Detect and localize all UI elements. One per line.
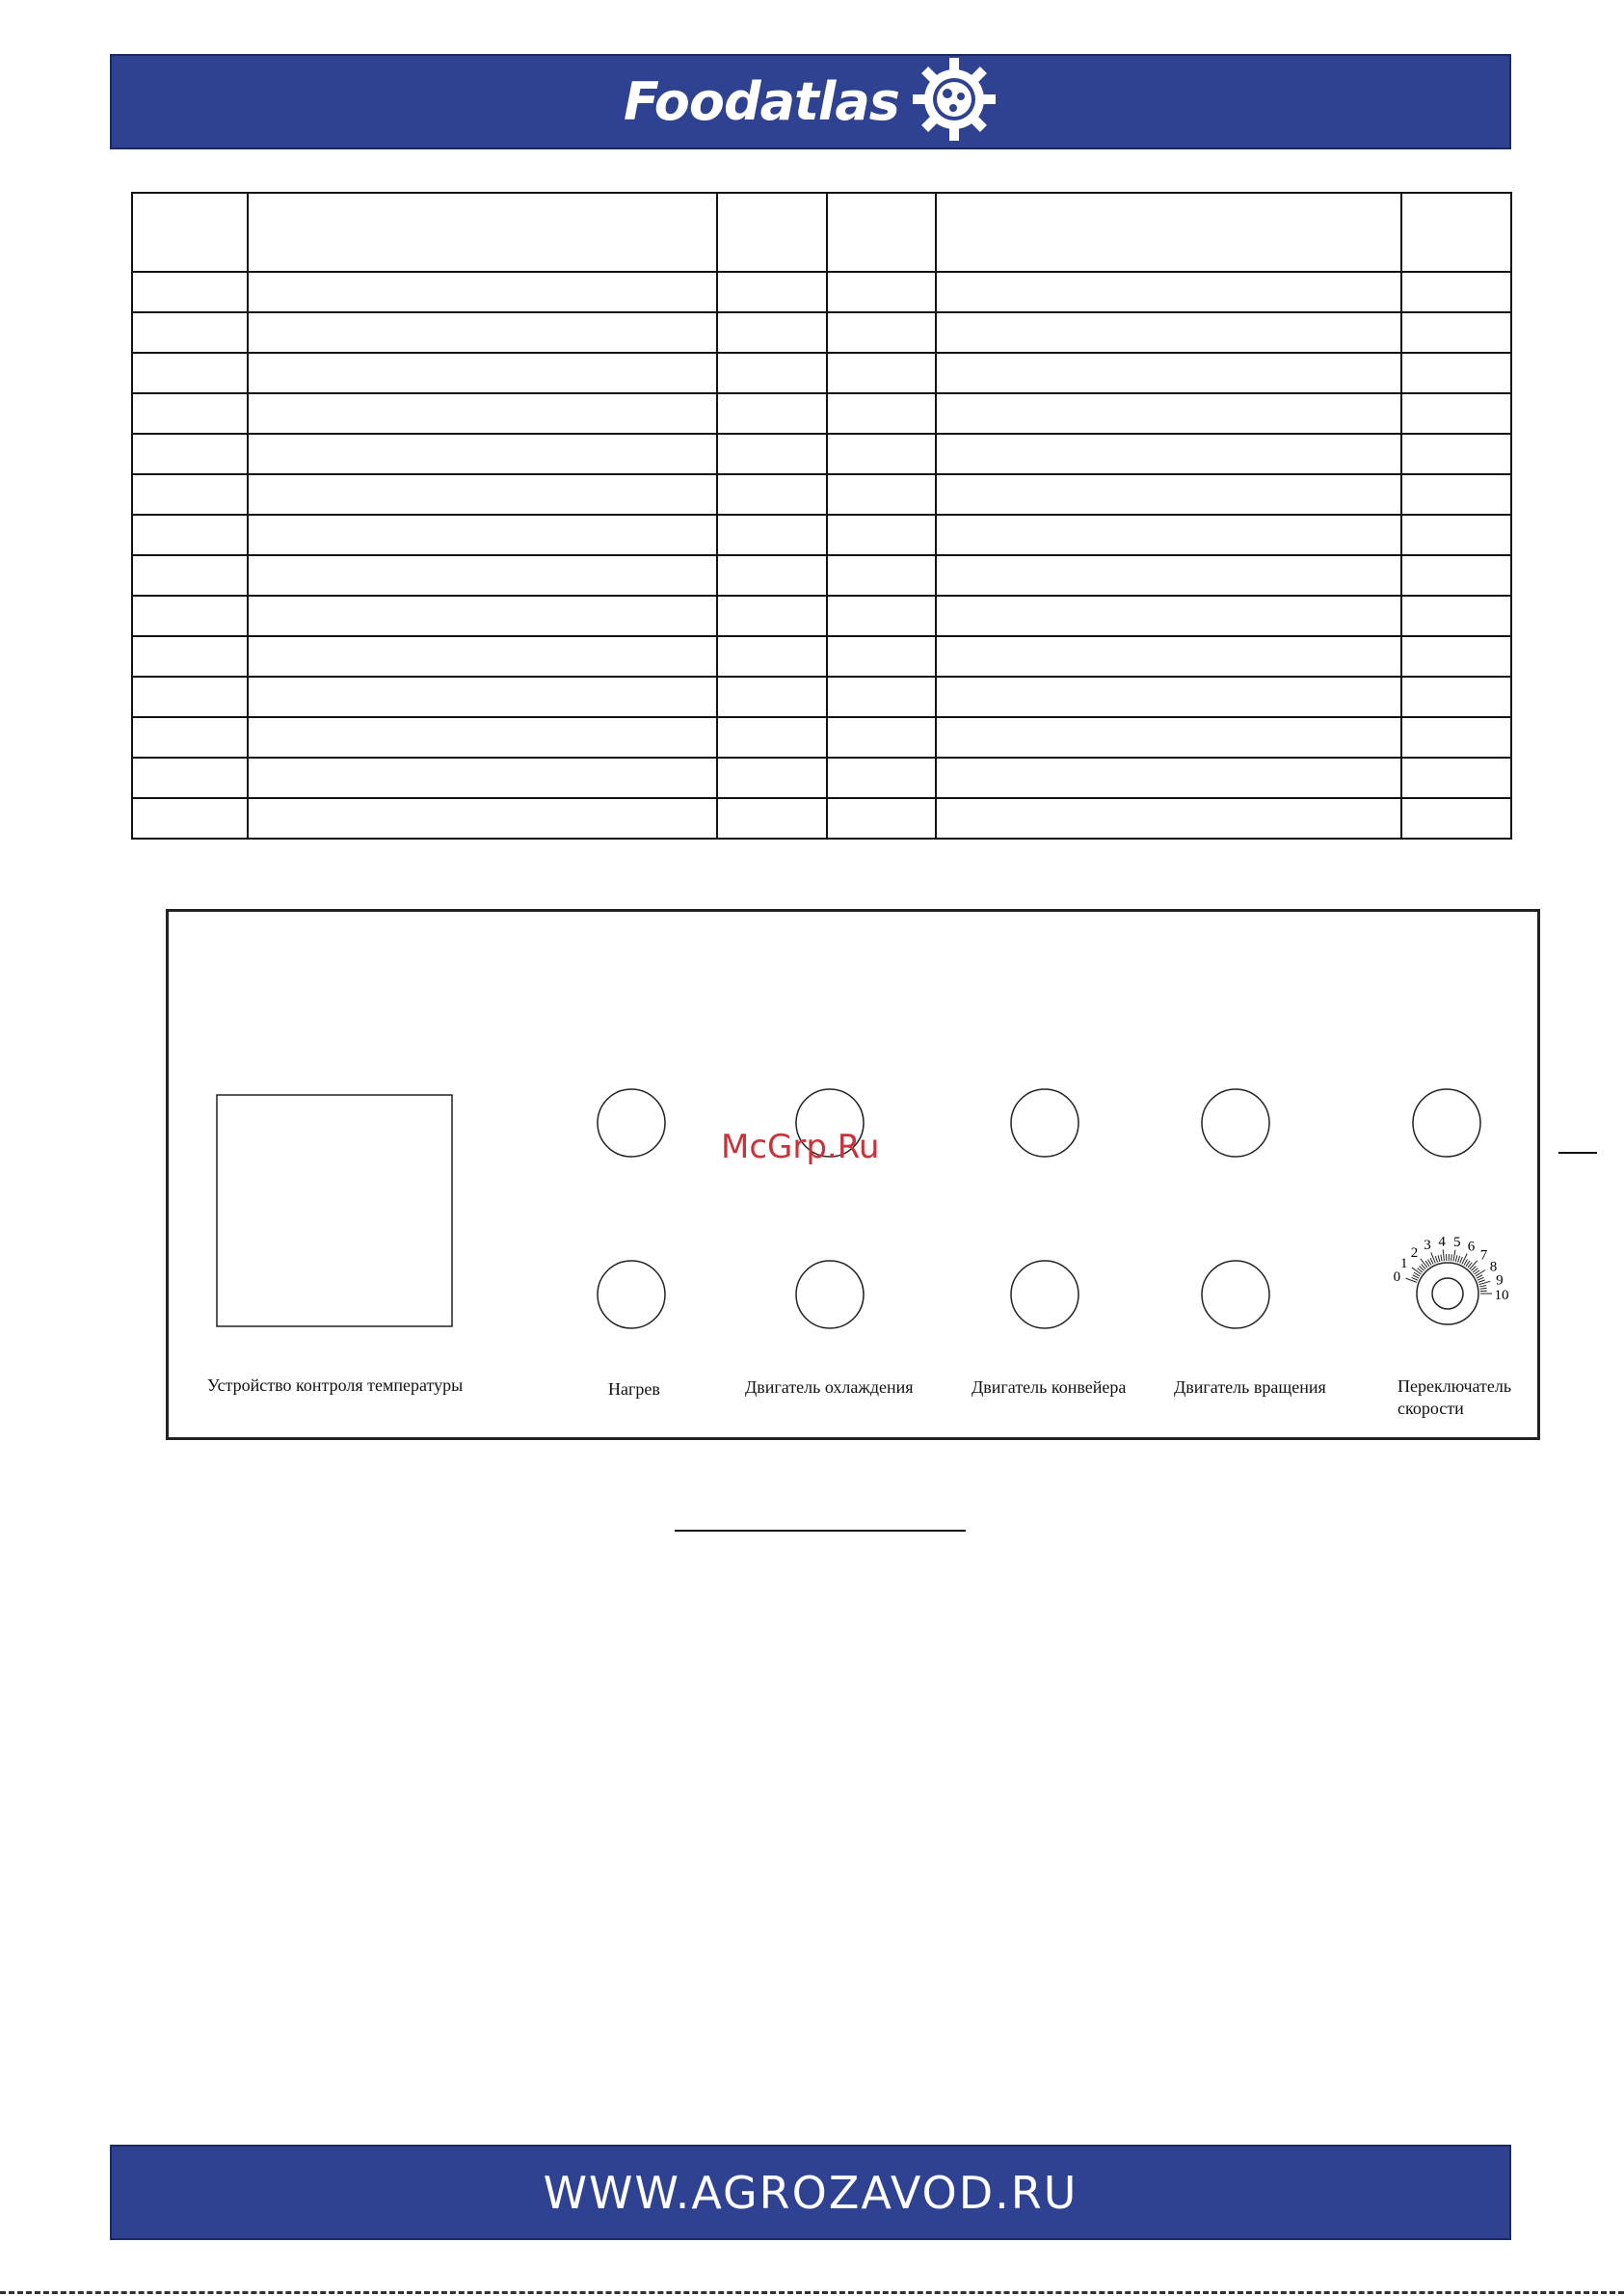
- dial-tick: [1478, 1280, 1485, 1282]
- table-cell: [717, 353, 827, 393]
- dial-tick: [1412, 1277, 1418, 1280]
- table-row: [132, 677, 1511, 717]
- indicator-light: [1413, 1089, 1480, 1157]
- gear-icon: [911, 56, 998, 147]
- table-cell: [936, 717, 1401, 758]
- table-cell: [1401, 717, 1511, 758]
- specification-table: [131, 192, 1512, 840]
- label-temperature-controller: Устройство контроля температуры: [207, 1375, 464, 1395]
- table-cell: [717, 596, 827, 636]
- table-cell: [827, 636, 936, 677]
- table-row: [132, 636, 1511, 677]
- table-cell: [132, 636, 248, 677]
- table-cell: [1401, 677, 1511, 717]
- dial-scale-number: 4: [1438, 1234, 1446, 1250]
- table-cell: [132, 312, 248, 353]
- table-cell: [1401, 312, 1511, 353]
- dial-tick: [1451, 1254, 1452, 1261]
- table-cell: [936, 798, 1401, 839]
- watermark: McGrp.Ru: [721, 1128, 880, 1166]
- table-cell: [132, 434, 248, 474]
- table-cell: [717, 798, 827, 839]
- table-cell: [132, 798, 248, 839]
- dial-tick: [1460, 1257, 1463, 1263]
- table-cell: [717, 758, 827, 798]
- dial-scale-number: 0: [1393, 1268, 1401, 1285]
- dial-tick: [1455, 1255, 1457, 1262]
- table-cell: [1401, 272, 1511, 312]
- table-cell: [248, 193, 717, 272]
- table-cell: [132, 353, 248, 393]
- dial-tick: [1430, 1258, 1433, 1264]
- dial-tick: [1458, 1256, 1460, 1263]
- table-cell: [132, 474, 248, 515]
- table-row: [132, 434, 1511, 474]
- table-cell: [936, 596, 1401, 636]
- table-cell: [248, 393, 717, 434]
- table-cell: [717, 474, 827, 515]
- table-cell: [827, 798, 936, 839]
- table-cell: [132, 555, 248, 596]
- table-cell: [936, 515, 1401, 555]
- table-cell: [827, 434, 936, 474]
- label-rotation-motor: Двигатель вращения: [1174, 1377, 1326, 1397]
- table-cell: [132, 272, 248, 312]
- table-cell: [248, 555, 717, 596]
- table-cell: [1401, 393, 1511, 434]
- table-cell: [936, 636, 1401, 677]
- table-cell: [827, 272, 936, 312]
- table-cell: [717, 193, 827, 272]
- table-cell: [1401, 193, 1511, 272]
- table-cell: [248, 717, 717, 758]
- table-cell: [717, 677, 827, 717]
- table-row: [132, 193, 1511, 272]
- table-row: [132, 312, 1511, 353]
- table-cell: [248, 596, 717, 636]
- margin-mark: [1558, 1152, 1597, 1154]
- table-cell: [132, 596, 248, 636]
- label-cooling-motor: Двигатель охлаждения: [745, 1377, 914, 1397]
- table-cell: [1401, 434, 1511, 474]
- table-cell: [827, 393, 936, 434]
- table-row: [132, 758, 1511, 798]
- table-cell: [936, 193, 1401, 272]
- table-cell: [248, 677, 717, 717]
- table-cell: [248, 798, 717, 839]
- table-cell: [936, 555, 1401, 596]
- table-cell: [717, 555, 827, 596]
- table-cell: [1401, 555, 1511, 596]
- label-speed-switch-line1: Переключатель: [1398, 1376, 1512, 1396]
- table-row: [132, 555, 1511, 596]
- table-row: [132, 393, 1511, 434]
- dial-tick: [1435, 1256, 1437, 1263]
- footer-banner: [110, 2145, 1511, 2240]
- dial-scale-number: 2: [1410, 1244, 1419, 1261]
- dial-tick: [1479, 1285, 1486, 1286]
- dial-tick: [1441, 1255, 1442, 1262]
- indicator-light: [598, 1089, 665, 1157]
- dial-tick: [1438, 1255, 1440, 1262]
- dial-tick: [1462, 1254, 1467, 1265]
- dial-scale-number: 7: [1479, 1247, 1488, 1264]
- table-cell: [717, 434, 827, 474]
- control-panel-diagram: [166, 909, 1540, 1440]
- dial-scale-number: 8: [1489, 1259, 1498, 1275]
- table-cell: [936, 393, 1401, 434]
- dial-tick: [1470, 1261, 1478, 1269]
- table-cell: [936, 353, 1401, 393]
- table-cell: [717, 636, 827, 677]
- footer-url[interactable]: WWW.AGROZAVOD.RU: [543, 2166, 1078, 2219]
- table-cell: [1401, 636, 1511, 677]
- table-cell: [717, 393, 827, 434]
- table-cell: [248, 636, 717, 677]
- dial-tick: [1478, 1277, 1483, 1280]
- brand-logo: [624, 56, 998, 147]
- table-row: [132, 353, 1511, 393]
- dial-scale-number: 3: [1424, 1238, 1431, 1254]
- table-cell: [248, 434, 717, 474]
- rotation-motor-switch: [1202, 1261, 1269, 1328]
- table-cell: [936, 758, 1401, 798]
- table-cell: [248, 515, 717, 555]
- table-row: [132, 272, 1511, 312]
- table-cell: [827, 312, 936, 353]
- table-cell: [717, 312, 827, 353]
- table-cell: [827, 596, 936, 636]
- table-row: [132, 717, 1511, 758]
- table-cell: [827, 717, 936, 758]
- indicator-light: [1011, 1089, 1078, 1157]
- indicator-light: [1202, 1089, 1269, 1157]
- speed-dial: [1394, 1234, 1509, 1324]
- table-cell: [827, 474, 936, 515]
- dial-scale-number: 5: [1452, 1234, 1461, 1250]
- table-cell: [248, 272, 717, 312]
- table-cell: [248, 758, 717, 798]
- table-cell: [717, 272, 827, 312]
- table-cell: [248, 353, 717, 393]
- table-cell: [132, 193, 248, 272]
- dial-scale-number: 6: [1467, 1239, 1476, 1255]
- table-cell: [936, 474, 1401, 515]
- dial-tick: [1412, 1268, 1422, 1274]
- table-cell: [936, 434, 1401, 474]
- table-cell: [936, 677, 1401, 717]
- table-cell: [827, 677, 936, 717]
- table-cell: [1401, 474, 1511, 515]
- table-cell: [1401, 596, 1511, 636]
- table-cell: [1401, 758, 1511, 798]
- dial-tick: [1453, 1250, 1455, 1262]
- signature-line: [675, 1530, 966, 1532]
- table-cell: [248, 312, 717, 353]
- dial-tick: [1443, 1249, 1444, 1261]
- heating-switch: [598, 1261, 665, 1328]
- table-cell: [248, 474, 717, 515]
- dial-scale-number: 9: [1496, 1272, 1504, 1289]
- label-speed-switch-line2: скорости: [1398, 1399, 1464, 1418]
- table-cell: [827, 193, 936, 272]
- dial-scale-number: 10: [1494, 1288, 1509, 1303]
- dial-scale-number: 1: [1399, 1256, 1408, 1272]
- page-edge-rule: [0, 2291, 1624, 2294]
- label-heating: Нагрев: [608, 1379, 660, 1399]
- table-cell: [827, 515, 936, 555]
- dial-tick: [1480, 1288, 1487, 1289]
- label-conveyor-motor: Двигатель конвейера: [972, 1377, 1127, 1397]
- table-cell: [132, 515, 248, 555]
- dial-tick: [1476, 1270, 1485, 1276]
- table-cell: [132, 758, 248, 798]
- temperature-controller-display: [217, 1095, 452, 1326]
- table-row: [132, 474, 1511, 515]
- conveyor-motor-switch: [1011, 1261, 1078, 1328]
- header-banner: [110, 54, 1511, 149]
- brand-name: Foodatlas: [624, 71, 899, 132]
- cooling-motor-switch: [796, 1261, 864, 1328]
- table-row: [132, 596, 1511, 636]
- table-cell: [936, 272, 1401, 312]
- table-cell: [936, 312, 1401, 353]
- dial-tick: [1421, 1259, 1427, 1268]
- table-cell: [827, 758, 936, 798]
- table-row: [132, 515, 1511, 555]
- table-cell: [132, 393, 248, 434]
- table-cell: [1401, 798, 1511, 839]
- table-cell: [132, 677, 248, 717]
- table-cell: [827, 555, 936, 596]
- table-cell: [132, 717, 248, 758]
- table-cell: [1401, 515, 1511, 555]
- table-cell: [717, 717, 827, 758]
- table-cell: [1401, 353, 1511, 393]
- table-cell: [717, 515, 827, 555]
- table-cell: [827, 353, 936, 393]
- table-row: [132, 798, 1511, 839]
